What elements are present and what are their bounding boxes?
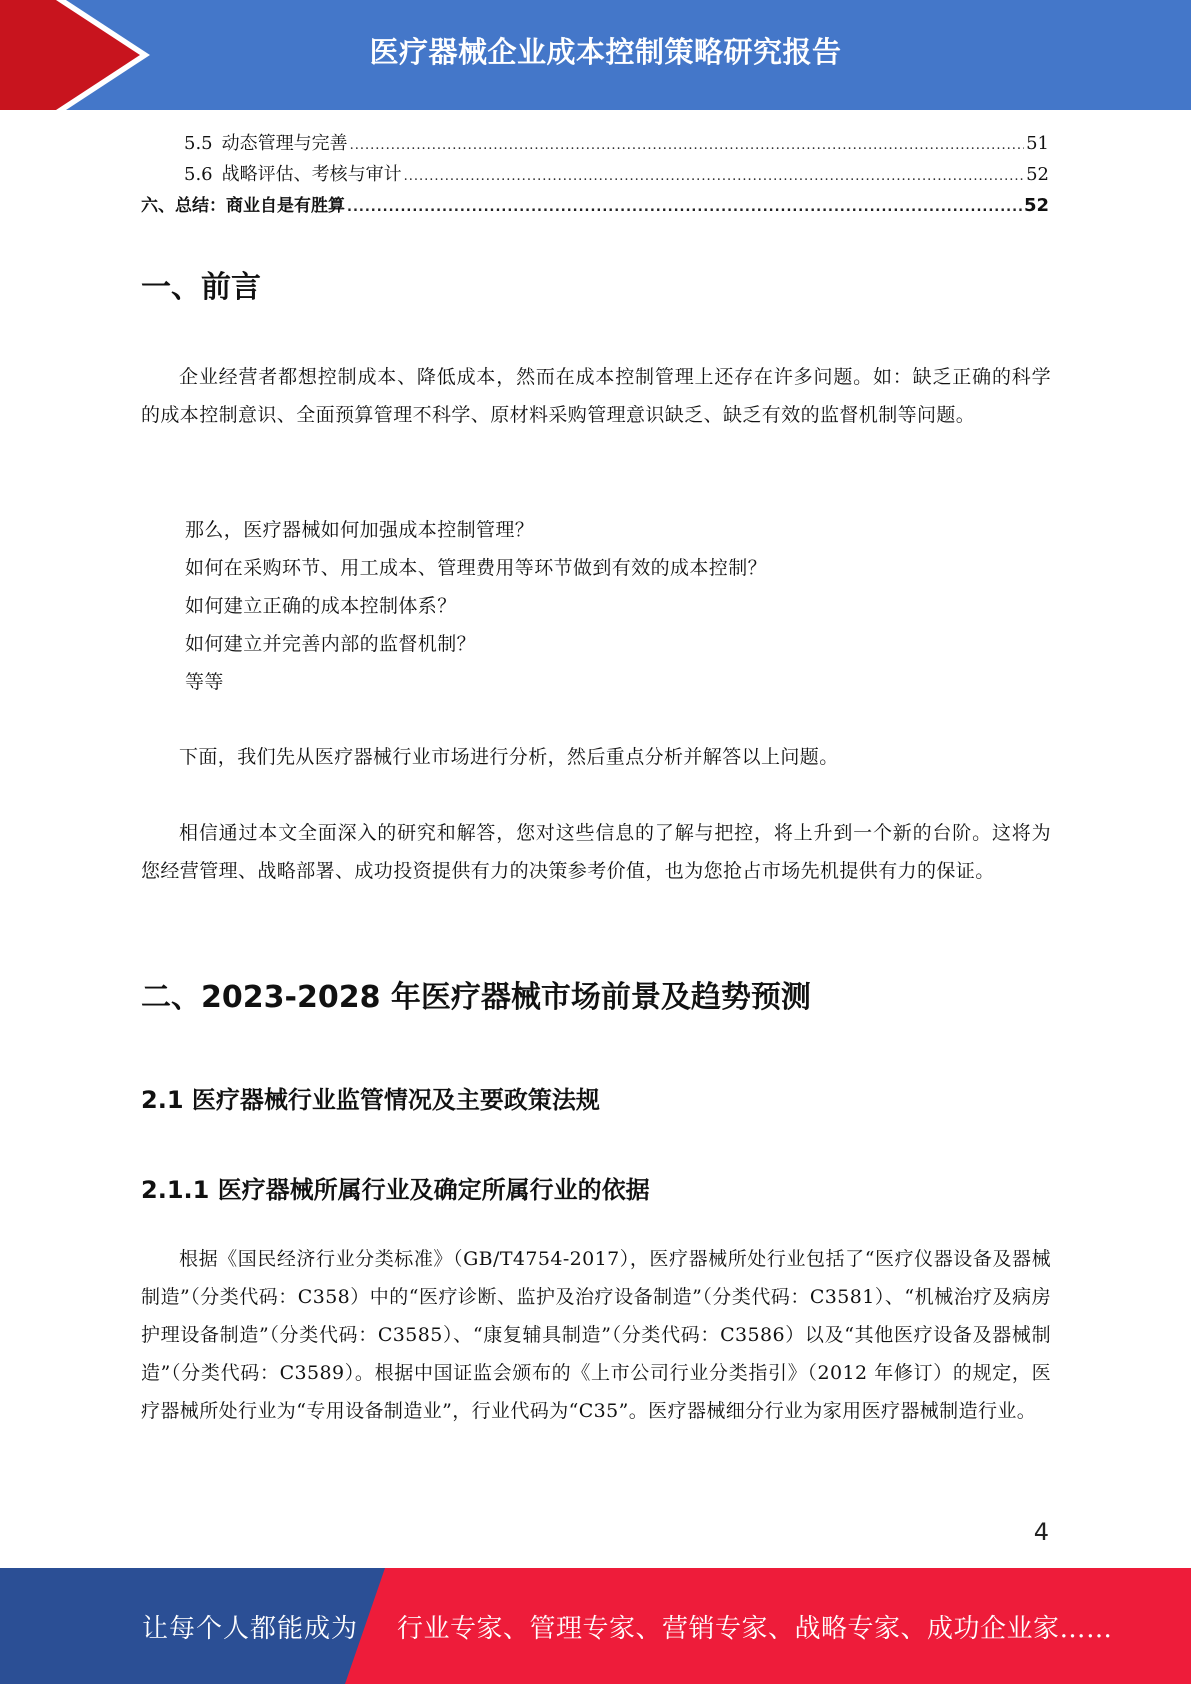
question-item: 如何建立正确的成本控制体系？ — [185, 595, 457, 617]
paragraph-2-1-1: 根据《国民经济行业分类标准》（GB/T4754-2017），医疗器械所处行业包括了“医疗仪器设备及器械制造”（分类代码：C358）中的“医疗诊断、监护及治疗设备制造”（分类代码：C3581）、“机械治疗及病房护理设备制造”（分类代码：C3585）、“康复辅具制造”（分类代码：C3586）以及“其他医疗设备及器械制造”（分类代码：C3589）。根据中国证监会颁布的《上市公司行业分类指引》（2012 年修订）的规定，医疗器械所处行业为“专用设备制造业”，行业代码为“C35”。医疗器械细分行业为家用医疗器械制造行业。 — [141, 1248, 1051, 1422]
toc-item-number: 5.5 — [184, 133, 213, 154]
table-of-contents — [141, 128, 1049, 221]
toc-item-page: 52 — [1023, 195, 1049, 216]
toc-item-label: 战略评估、考核与审计 — [221, 164, 402, 185]
toc-item-label: 六、总结：商业自是有胜算 — [141, 196, 345, 216]
toc-item-5-6[interactable] — [141, 159, 1049, 190]
toc-item-5-5[interactable] — [141, 128, 1049, 159]
preface-paragraph-1: 企业经营者都想控制成本、降低成本，然而在成本控制管理上还存在许多问题。如：缺乏正确的科学的成本控制意识、全面预算管理不科学、原材料采购管理意识缺乏、缺乏有效的监督机制等问题。 — [141, 366, 1051, 426]
section-heading-market: 二、2023-2028 年医疗器械市场前景及趋势预测 — [141, 980, 811, 1015]
question-list — [185, 511, 1045, 701]
subsection-heading-2-1: 2.1 医疗器械行业监管情况及主要政策法规 — [141, 1086, 600, 1114]
toc-leader-dots — [404, 161, 1024, 192]
report-title: 医疗器械企业成本控制策略研究报告 — [369, 35, 842, 69]
toc-item-page: 52 — [1026, 164, 1049, 185]
preface-paragraph-3: 相信通过本文全面深入的研究和解答，您对这些信息的了解与把控，将上升到一个新的台阶。这将为您经营管理、战略部署、成功投资提供有力的决策参考价值，也为您抢占市场先机提供有力的保证。 — [141, 822, 1051, 882]
footer-slogan-right: 行业专家、管理专家、营销专家、战略专家、成功企业家…… — [397, 1614, 1113, 1644]
preface-paragraph-2: 下面，我们先从医疗器械行业市场进行分析，然后重点分析并解答以上问题。 — [179, 746, 839, 768]
question-item: 如何在采购环节、用工成本、管理费用等环节做到有效的成本控制？ — [185, 557, 768, 579]
toc-leader-dots — [350, 130, 1024, 161]
toc-item-page: 51 — [1026, 133, 1049, 154]
page-header — [0, 0, 1191, 110]
subsection-heading-2-1-1: 2.1.1 医疗器械所属行业及确定所属行业的依据 — [141, 1176, 650, 1204]
section-heading-preface: 一、前言 — [141, 270, 261, 305]
page-number: 4 — [1033, 1518, 1049, 1546]
footer-slogan-left: 让每个人都能成为 — [142, 1614, 359, 1644]
toc-item-label: 动态管理与完善 — [221, 133, 348, 154]
toc-item-number: 5.6 — [184, 164, 213, 185]
toc-item-section-6[interactable] — [141, 190, 1049, 221]
page-footer — [0, 1568, 1191, 1684]
question-item: 那么，医疗器械如何加强成本控制管理？ — [185, 519, 535, 541]
question-item: 等等 — [185, 671, 224, 693]
toc-leader-dots — [347, 192, 1022, 223]
question-item: 如何建立并完善内部的监督机制？ — [185, 633, 477, 655]
